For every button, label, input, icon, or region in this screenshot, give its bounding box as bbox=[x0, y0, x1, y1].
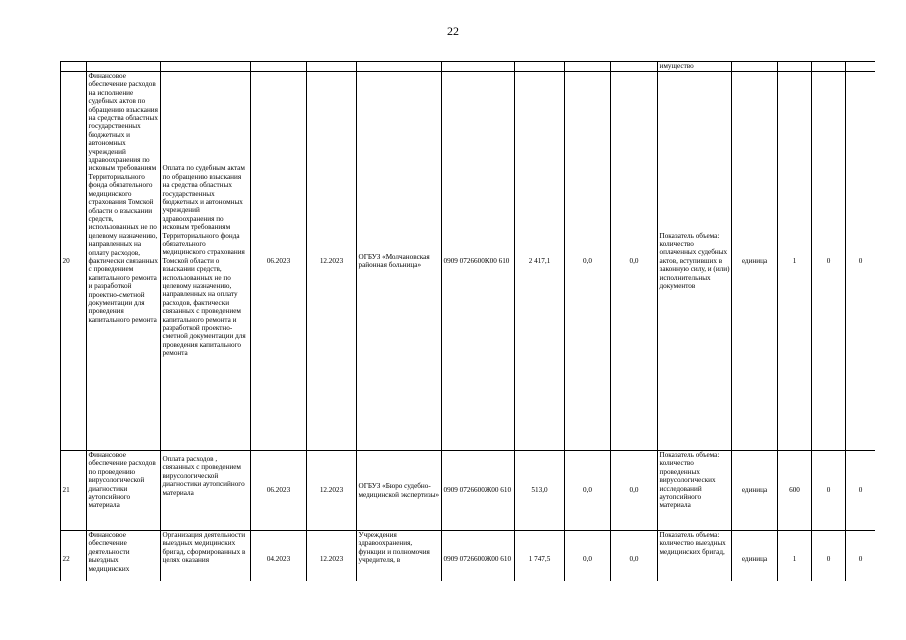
row-q2: 0 bbox=[812, 451, 846, 531]
row-start: 06.2023 bbox=[251, 451, 307, 531]
table-row bbox=[61, 72, 876, 451]
row-end: 12.2023 bbox=[307, 451, 357, 531]
cell-executor bbox=[357, 62, 442, 72]
row-q3: 0 bbox=[846, 531, 876, 582]
cell-description bbox=[161, 62, 251, 72]
row-number: 20 bbox=[61, 72, 87, 451]
cell-v1 bbox=[565, 62, 611, 72]
page-number: 22 bbox=[447, 24, 459, 38]
row-v2: 0,0 bbox=[611, 72, 658, 451]
table-row bbox=[61, 451, 876, 531]
row-unit: единица bbox=[732, 451, 778, 531]
row-start: 04.2023 bbox=[251, 531, 307, 582]
row-executor: ОГБУЗ «Бюро судебно-медицинской экспертизы» bbox=[357, 451, 442, 531]
row-q3: 0 bbox=[846, 72, 876, 451]
table-row bbox=[61, 531, 876, 582]
cell-q2 bbox=[812, 62, 846, 72]
row-name: Финансовое обеспечение расходов по проведению вирусологической диагностики аутопсийного материала bbox=[87, 451, 161, 531]
row-v1: 0,0 bbox=[565, 72, 611, 451]
row-name: Финансовое обеспечение деятельности выездных медицинских bbox=[87, 531, 161, 582]
row-v1: 0,0 bbox=[565, 451, 611, 531]
row-indicator: Показатель объема: количество оплаченных судебных актов, вступивших в законную силу, и (или) исполнительных документов bbox=[658, 72, 732, 451]
row-number: 22 bbox=[61, 531, 87, 582]
row-amount: 2 417,1 bbox=[515, 72, 565, 451]
table-row-continuation bbox=[61, 62, 876, 72]
row-code: 0909 0726600Ж00 610 bbox=[442, 451, 515, 531]
cell-v2 bbox=[611, 62, 658, 72]
row-unit: единица bbox=[732, 531, 778, 582]
row-unit: единица bbox=[732, 72, 778, 451]
row-code: 0909 0726600К00 610 bbox=[442, 72, 515, 451]
cell-code bbox=[442, 62, 515, 72]
cell-end bbox=[307, 62, 357, 72]
row-amount: 513,0 bbox=[515, 451, 565, 531]
cell-start bbox=[251, 62, 307, 72]
cell-amount bbox=[515, 62, 565, 72]
row-description: Оплата расходов , связанных с проведением вирусологической диагностики аутопсийного материала bbox=[161, 451, 251, 531]
program-table bbox=[60, 61, 875, 581]
cell-indicator: имущество bbox=[658, 62, 732, 72]
row-q3: 0 bbox=[846, 451, 876, 531]
row-executor: ОГБУЗ «Молчановская районная больница» bbox=[357, 72, 442, 451]
row-q1: 600 bbox=[778, 451, 812, 531]
row-number: 21 bbox=[61, 451, 87, 531]
cell-q1 bbox=[778, 62, 812, 72]
row-q1: 1 bbox=[778, 72, 812, 451]
row-start: 06.2023 bbox=[251, 72, 307, 451]
row-code: 0909 0726600Ж00 610 bbox=[442, 531, 515, 582]
row-v2: 0,0 bbox=[611, 531, 658, 582]
row-q2: 0 bbox=[812, 531, 846, 582]
row-q1: 1 bbox=[778, 531, 812, 582]
row-executor: Учреждения здравоохранения, функции и полномочия учредителя, в bbox=[357, 531, 442, 582]
row-end: 12.2023 bbox=[307, 531, 357, 582]
row-v1: 0,0 bbox=[565, 531, 611, 582]
row-description: Организация деятельности выездных медицинских бригад, сформированных в целях оказания bbox=[161, 531, 251, 582]
cell-name bbox=[87, 62, 161, 72]
row-end: 12.2023 bbox=[307, 72, 357, 451]
row-indicator: Показатель объема: количество выездных медицинских бригад, bbox=[658, 531, 732, 582]
row-indicator: Показатель объема: количество проведенных вирусологических исследований аутопсийного материала bbox=[658, 451, 732, 531]
cell-num bbox=[61, 62, 87, 72]
cell-q3 bbox=[846, 62, 876, 72]
cell-unit bbox=[732, 62, 778, 72]
row-description: Оплата по судебным актам по обращению взыскания на средства областных государственных бюджетных и автономных учреждений здравоохранения по исковым требованиям Территориального фонда обязательного медицинского страхования Томской области о взыскании средств, использованных не по целевому назначению, направленных на оплату расходов, фактически связанных с проведением капитального ремонта и разработкой проектно-сметной документации для проведения капитального ремонта bbox=[161, 72, 251, 451]
row-name: Финансовое обеспечение расходов на исполнение судебных актов по обращению взыскания на средства областных государственных бюджетных и автономных учреждений здравоохранения по исковым требованиям Территориального фонда обязательного медицинского страхования Томской области о взыскании средств, использованных не по целевому назначению, направленных на оплату расходов, фактически связанных с проведением капитального ремонта и разработкой проектно-сметной документации для проведения капитального ремонта bbox=[87, 72, 161, 451]
row-q2: 0 bbox=[812, 72, 846, 451]
document-table bbox=[60, 61, 875, 581]
row-amount: 1 747,5 bbox=[515, 531, 565, 582]
row-v2: 0,0 bbox=[611, 451, 658, 531]
